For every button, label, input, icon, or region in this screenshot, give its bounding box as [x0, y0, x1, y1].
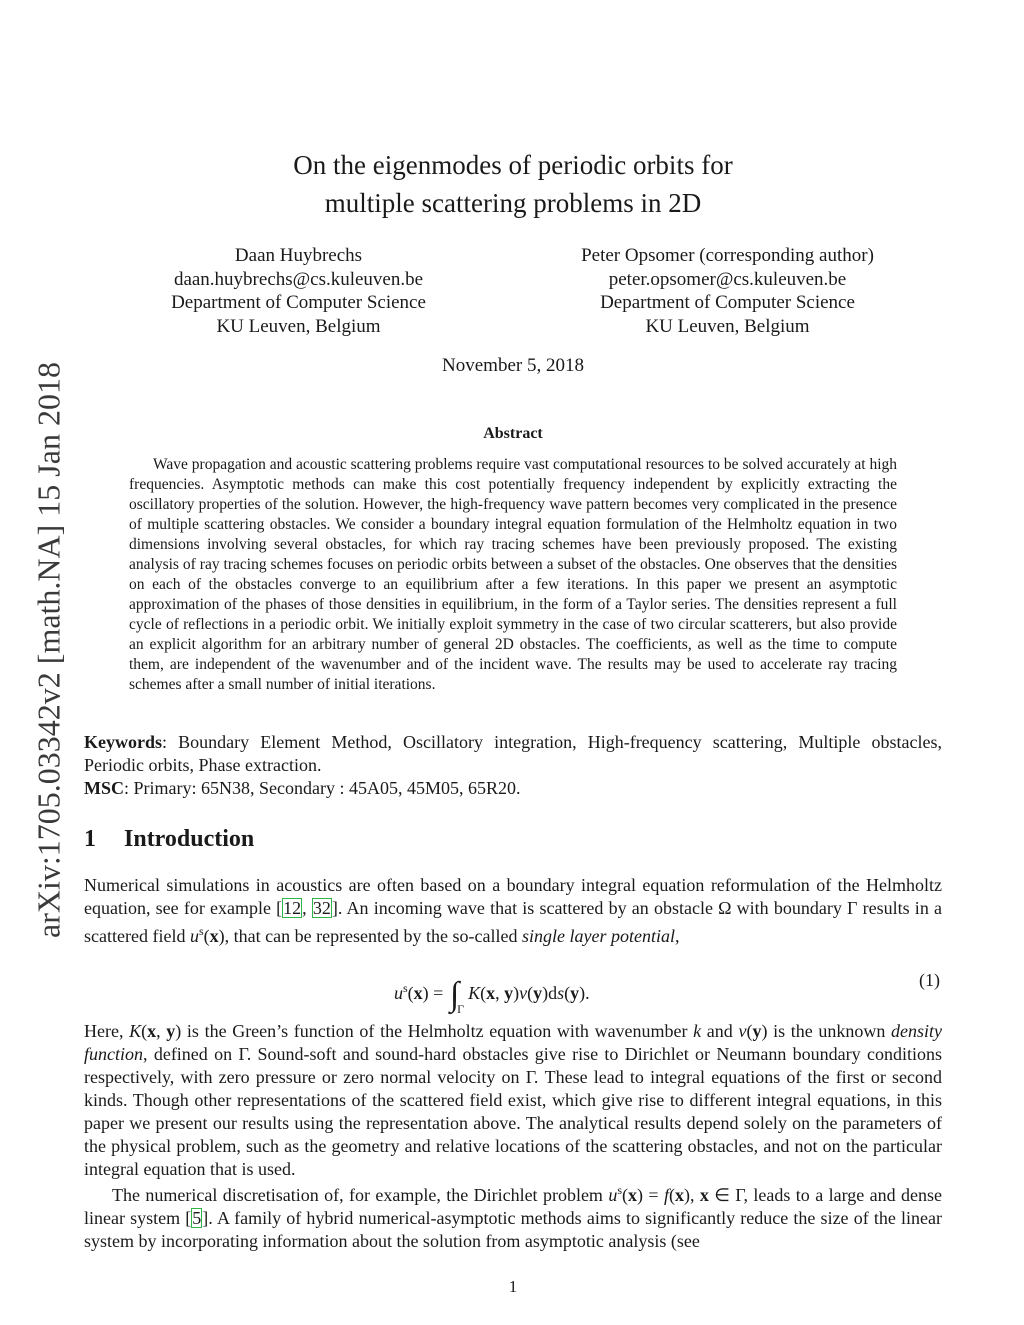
keywords-label: Keywords: [84, 732, 162, 752]
author-name: Daan Huybrechs: [234, 245, 363, 266]
text-run: and: [701, 1021, 739, 1041]
citation-link[interactable]: 12: [283, 898, 302, 918]
msc-label: MSC: [84, 778, 124, 798]
text-run: , that can be represented by the so-called: [224, 926, 522, 946]
author-block-1: [84, 244, 513, 338]
equation-formula: $u^s(x) = \int_\Gamma K(x$, y)v(y)ds(y).: [394, 976, 590, 1016]
page-number: 1: [508, 1277, 518, 1296]
abstract-text: Wave propagation and acoustic scattering problems require vast computational resources to be solved accurately at high frequencies. Asymptotic methods can make this cost potentially frequency independent by explicitly extracting the oscillatory properties of the solution. However, the high-frequency wave pattern becomes very complicated in the presence of multiple scattering obstacles. We consider a boundary integral equation formulation of the Helmholtz equation in two dimensions involving several obstacles, for which ray tracing schemes have been previously proposed. The existing analysis of ray tracing schemes focuses on periodic orbits between a subset of the obstacles. One observes that the densities on each of the obstacles converge to an equilibrium after a few iterations. In this paper we present an asymptotic approximation of the phases of those densities in equilibrium, in the form of a Taylor series. The densities represent a full cycle of reflections in a periodic orbit. We initially exploit symmetry in the case of two circular scatterers, but also provide an explicit algorithm for an arbitrary number of general 2D obstacles. The coefficients, as well as the time to compute them, are independent of the wavenumber and of the incident wave. The results may be used to accelerate ray tracing schemes after a small number of initial iterations.: [129, 456, 897, 693]
italic-term: density function: [84, 1021, 942, 1064]
paper-title: [84, 146, 942, 222]
author-affiliation: KU Leuven, Belgium: [216, 315, 381, 337]
text-run: , leads to a large and dense linear system [: [84, 1185, 942, 1228]
arxiv-id-text: arXiv:1705.03342v2 [math.NA] 15 Jan 2018: [30, 362, 67, 938]
paragraph-2: [84, 1020, 942, 1181]
author-name: Peter Opsomer (corresponding author): [581, 245, 874, 266]
text-run: is the Green’s function of the Helmholtz equation with wavenumber: [181, 1021, 694, 1041]
text-run: Numerical simulations in acoustics are often based on a boundary integral equation reformulation of the Helmholtz equation, see for example [: [84, 875, 942, 918]
keywords-block: [84, 731, 942, 800]
math-inline: K(x, y): [129, 1021, 182, 1041]
author-affiliation: KU Leuven, Belgium: [645, 315, 810, 337]
text-run: ]. An incoming wave that is scattered by an obstacle Ω with boundary Γ results in a scattered field: [84, 898, 942, 946]
arxiv-side-identifier: [25, 340, 73, 960]
citation-link[interactable]: 32: [312, 898, 331, 918]
title-line-1: On the eigenmodes of periodic orbits for: [293, 150, 733, 180]
paper-date: November 5, 2018: [442, 355, 584, 376]
msc-text: : Primary: 65N38, Secondary : 45A05, 45M05, 65R20.: [124, 778, 521, 798]
math-inline: v(y): [738, 1021, 768, 1041]
author-email[interactable]: peter.opsomer@cs.kuleuven.be: [608, 268, 847, 290]
italic-term: single layer potential: [522, 926, 675, 946]
author-email[interactable]: daan.huybrechs@cs.kuleuven.be: [173, 268, 424, 290]
keywords-text: : Boundary Element Method, Oscillatory integration, High-frequency scattering, Multiple obstacles, Periodic orbits, Phase extraction.: [84, 732, 942, 775]
author-department: Department of Computer Science: [600, 292, 855, 313]
author-block-2: [513, 244, 942, 338]
section-number: 1: [84, 826, 96, 852]
math-inline: $u^s(x)$: [189, 924, 225, 946]
paragraph-3: [84, 1179, 942, 1253]
text-run: ,: [674, 926, 680, 946]
section-title: Introduction: [124, 826, 255, 852]
text-run: ]. A family of hybrid numerical-asymptotic methods aims to significantly reduce the size of the linear system by incorporating information about the solution from asymptotic analysis (see: [84, 1208, 942, 1251]
text-run: ,: [302, 898, 312, 918]
abstract-heading: Abstract: [483, 425, 543, 442]
paragraph-1: [84, 874, 942, 948]
title-line-2: multiple scattering problems in 2D: [324, 188, 702, 218]
text-run: is the unknown: [767, 1021, 891, 1041]
section-heading: [84, 826, 942, 853]
text-run: The numerical discretisation of, for example, the Dirichlet problem: [112, 1185, 609, 1205]
text-run: Here,: [84, 1021, 130, 1041]
equation-number: (1): [919, 970, 940, 990]
text-run: , defined on Γ. Sound-soft and sound-hard obstacles give rise to Dirichlet or Neumann boundary conditions respectively, with zero pressure or zero normal velocity on Γ. These lead to integral equations of the first or second kinds. Though other representations of the scattered field exist, which give rise to different integral equations, in this paper we present our results using the representation above. The analytical results depend solely on the parameters of the physical problem, such as the geometry and relative locations of the scattering obstacles, and not on the particular integral equation that is used.: [84, 1044, 942, 1179]
math-inline: $u^s(x) = f(x)$, x ∈ Γ: [608, 1183, 744, 1205]
author-department: Department of Computer Science: [171, 292, 426, 313]
equation-1: [84, 960, 942, 1016]
math-inline: k: [693, 1021, 702, 1041]
citation-link[interactable]: 5: [192, 1208, 202, 1228]
